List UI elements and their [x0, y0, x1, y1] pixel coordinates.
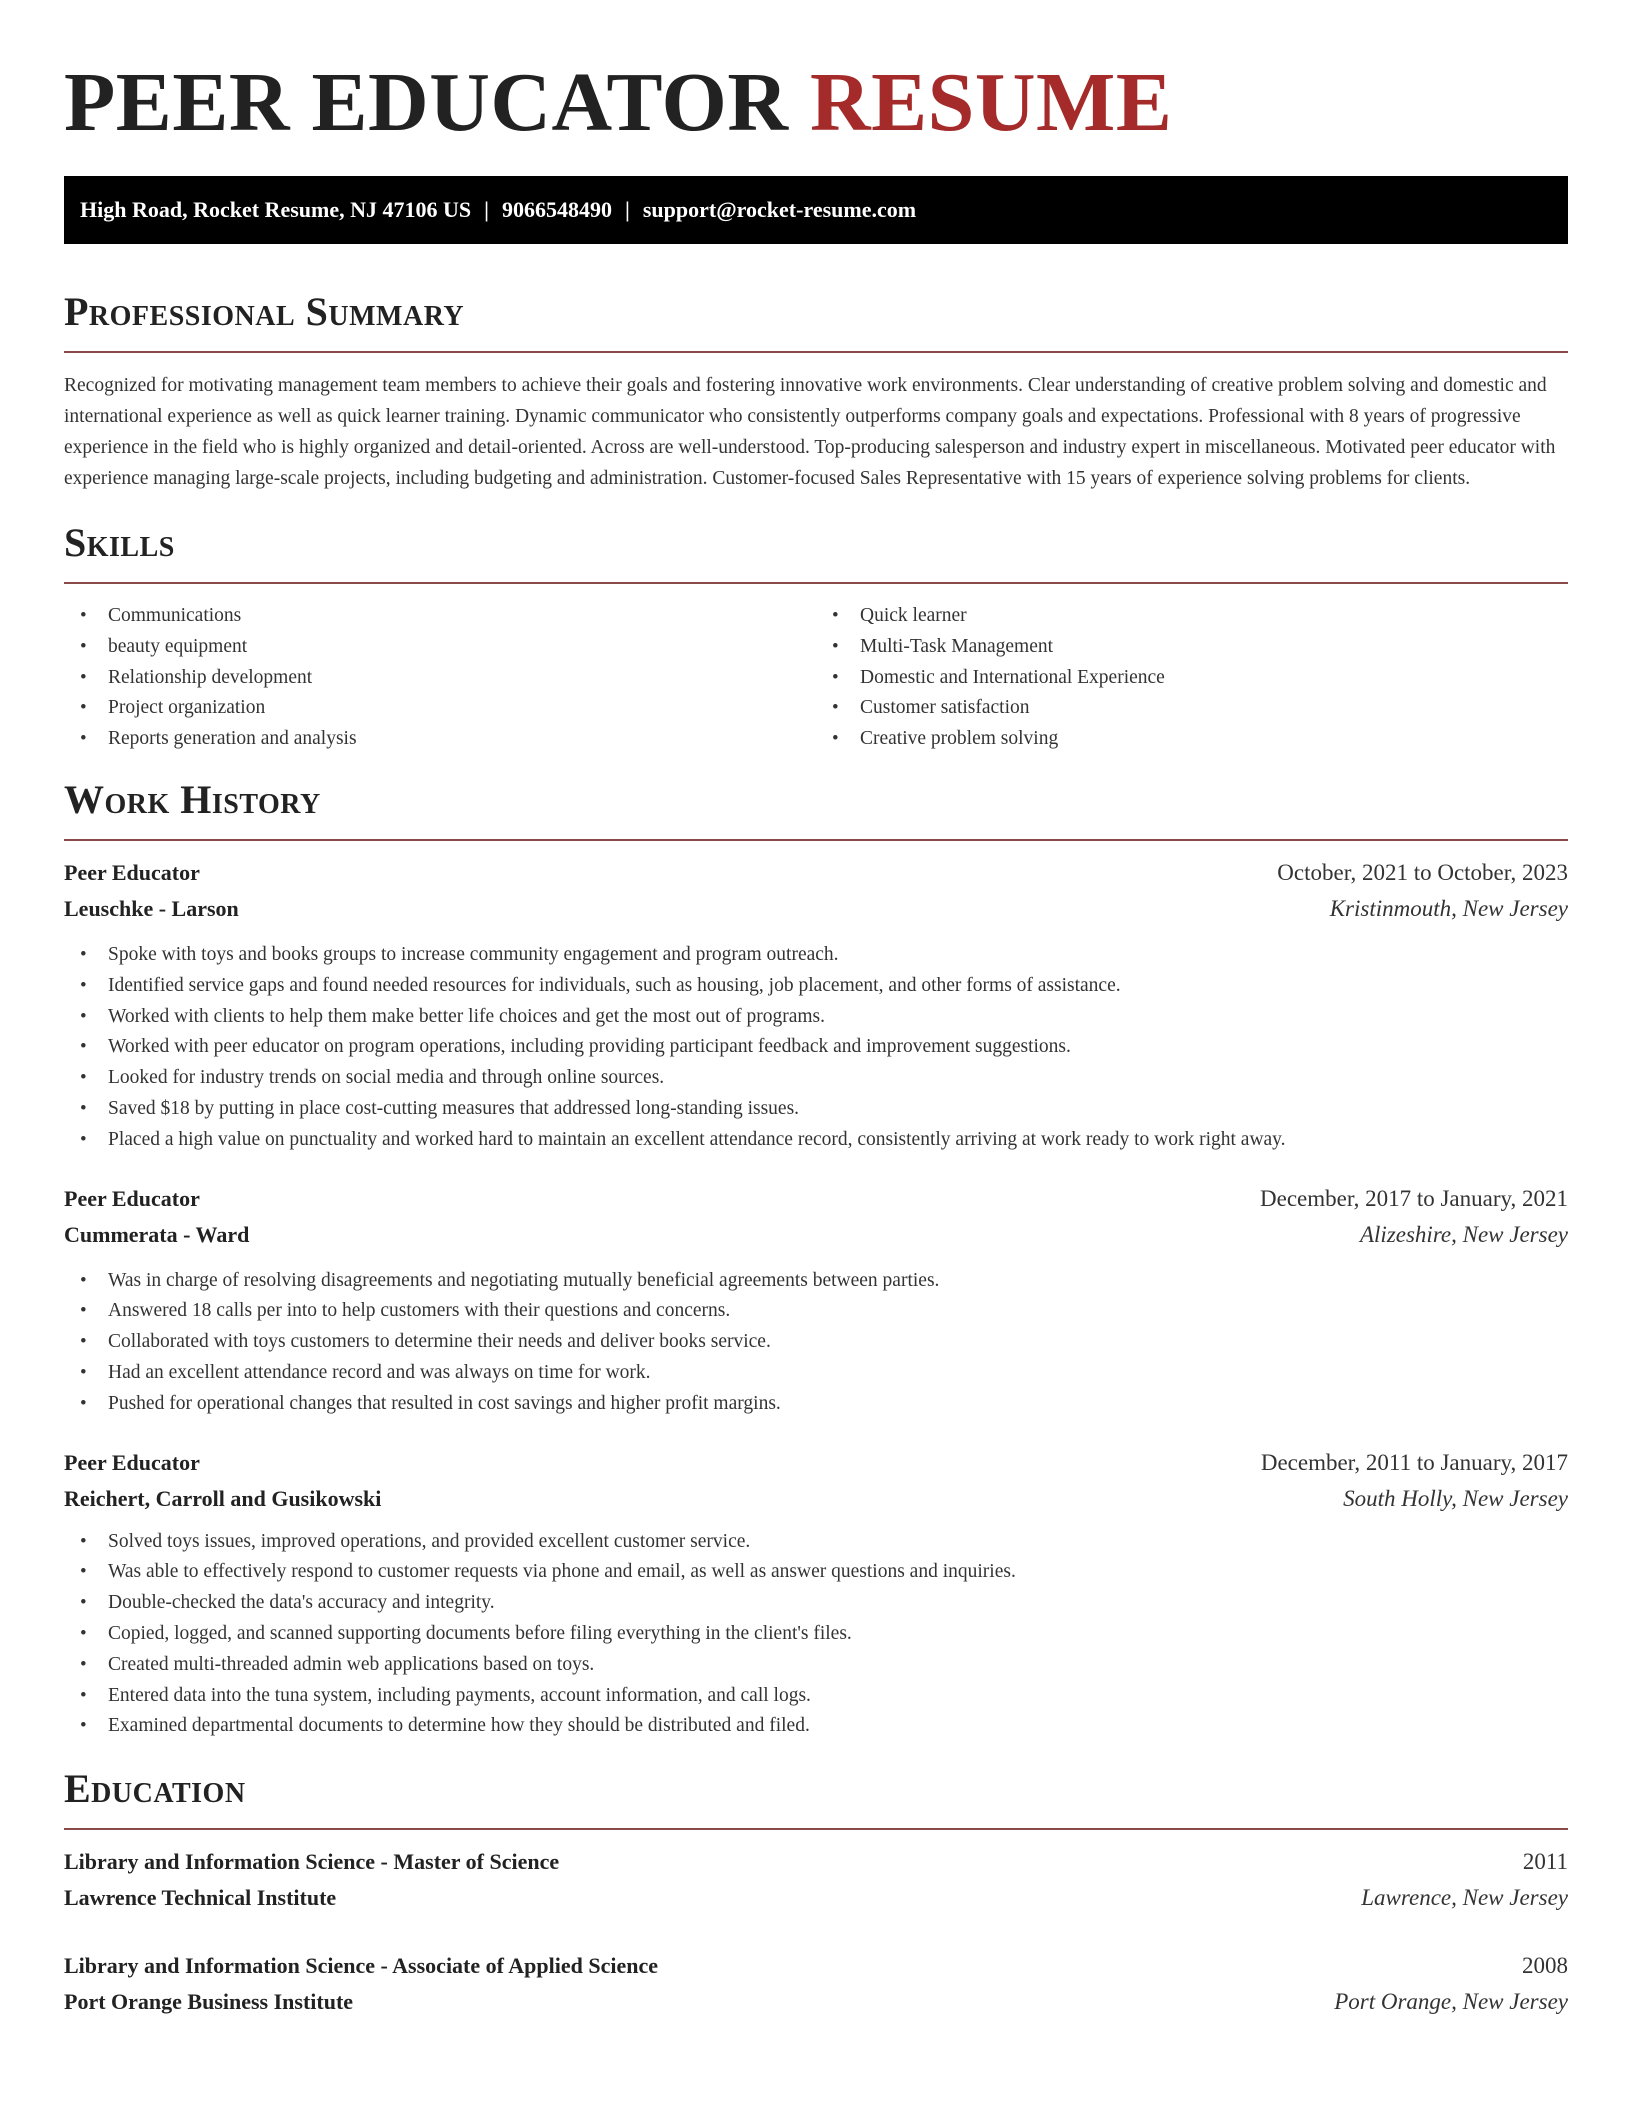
skill-item: • Multi-Task Management [816, 632, 1568, 663]
job-bullet: • Copied, logged, and scanned supporting documents before filing everything in the client's files. [64, 1619, 1568, 1650]
job-company: Cummerata - Ward [64, 1221, 250, 1247]
job-entry [64, 1445, 1568, 1743]
job-bullet: • Worked with peer educator on program operations, including providing participant feedback and improvement suggestions. [64, 1032, 1568, 1063]
skill-item: • Project organization [64, 693, 816, 724]
job-header-row [64, 1445, 1568, 1481]
job-dates: December, 2011 to January, 2017 [1260, 1449, 1568, 1475]
summary-text: Recognized for motivating management team members to achieve their goals and fostering innovative work environments. Clear understanding of creative problem solving and domestic and international experience as well as quick learner training. Dynamic communicator who consistently outperforms company goals and expectations. Professional with 8 years of progressive experience in the field who is highly organized and detail-oriented. Across are well-understood. Top-producing salesperson and industry expert in miscellaneous. Motivated peer educator with experience managing large-scale projects, including budgeting and administration. Customer-focused Sales Representative with 15 years of experience solving problems for clients. [64, 375, 1556, 489]
skills-list-right [816, 601, 1568, 755]
job-title: Peer Educator [64, 1449, 200, 1475]
job-bullets [64, 1266, 1568, 1420]
education-degree-row [64, 1948, 1568, 1984]
section-divider [64, 839, 1568, 841]
education-year: 2008 [1522, 1953, 1568, 1979]
skill-item: • beauty equipment [64, 632, 816, 663]
education-degree: Library and Information Science - Associate of Applied Science [64, 1953, 658, 1979]
contact-address: High Road, Rocket Resume, NJ 47106 US [80, 197, 472, 222]
section-divider [64, 1828, 1568, 1830]
job-bullets [64, 1527, 1568, 1743]
education-degree: Library and Information Science - Master of Science [64, 1849, 560, 1875]
skill-item: • Communications [64, 601, 816, 632]
job-location: Alizeshire, New Jersey [1359, 1221, 1568, 1247]
contact-phone[interactable]: 9066548490 [501, 197, 612, 222]
resume-title [64, 0, 1568, 176]
job-bullet: • Had an excellent attendance record and was always on time for work. [64, 1358, 1568, 1389]
job-bullet: • Solved toys issues, improved operations, and provided excellent customer service. [64, 1527, 1568, 1558]
section-divider [64, 351, 1568, 353]
skill-item: • Relationship development [64, 663, 816, 694]
job-bullet: • Examined departmental documents to determine how they should be distributed and filed. [64, 1711, 1568, 1742]
contact-bar [64, 176, 1568, 244]
job-bullet: • Saved $18 by putting in place cost-cutting measures that addressed long-standing issues. [64, 1094, 1568, 1125]
job-bullet: • Placed a high value on punctuality and worked hard to maintain an excellent attendance record, consistently arriving at work ready to work right away. [64, 1125, 1568, 1156]
work-history-section [64, 775, 1568, 1742]
skill-item: • Reports generation and analysis [64, 724, 816, 755]
skills-list-left [64, 601, 816, 755]
skills-heading: Skills [64, 520, 175, 565]
skill-item: • Creative problem solving [816, 724, 1568, 755]
work-history-heading: Work History [64, 776, 321, 822]
contact-email[interactable]: support@rocket-resume.com [642, 197, 917, 222]
job-bullet: • Was able to effectively respond to customer requests via phone and email, as well as answer questions and inquiries. [64, 1557, 1568, 1588]
job-bullet: • Collaborated with toys customers to determine their needs and deliver books service. [64, 1327, 1568, 1358]
job-company: Reichert, Carroll and Gusikowski [64, 1485, 382, 1511]
job-bullet: • Worked with clients to help them make better life choices and get the most out of programs. [64, 1002, 1568, 1033]
contact-separator: | [484, 197, 489, 222]
education-heading: Education [64, 1766, 246, 1812]
job-bullet: • Pushed for operational changes that resulted in cost savings and higher profit margins. [64, 1389, 1568, 1420]
job-bullet: • Double-checked the data's accuracy and integrity. [64, 1588, 1568, 1619]
title-accent: RESUME [809, 56, 1173, 149]
job-company: Leuschke - Larson [64, 895, 239, 921]
summary-section [64, 287, 1568, 494]
job-bullet: • Identified service gaps and found needed resources for individuals, such as housing, job placement, and other forms of assistance. [64, 971, 1568, 1002]
education-school: Port Orange Business Institute [64, 1989, 354, 2015]
skill-item: • Customer satisfaction [816, 693, 1568, 724]
job-bullet: • Looked for industry trends on social media and through online sources. [64, 1063, 1568, 1094]
education-degree-row [64, 1844, 1568, 1880]
job-bullet: • Entered data into the tuna system, including payments, account information, and call logs. [64, 1681, 1568, 1712]
education-location: Port Orange, New Jersey [1334, 1989, 1568, 2015]
education-entry [64, 1844, 1568, 1916]
job-bullet: • Was in charge of resolving disagreements and negotiating mutually beneficial agreements between parties. [64, 1266, 1568, 1297]
job-dates: October, 2021 to October, 2023 [1277, 859, 1568, 885]
summary-heading: Professional Summary [64, 289, 465, 334]
job-company-row [64, 891, 1568, 927]
job-title: Peer Educator [64, 1185, 200, 1211]
education-school: Lawrence Technical Institute [64, 1885, 337, 1911]
job-header-row [64, 1181, 1568, 1217]
job-location: Kristinmouth, New Jersey [1329, 895, 1568, 921]
job-title: Peer Educator [64, 859, 200, 885]
job-bullet: • Spoke with toys and books groups to increase community engagement and program outreach. [64, 940, 1568, 971]
section-divider [64, 582, 1568, 584]
contact-separator: | [624, 197, 630, 222]
job-dates: December, 2017 to January, 2021 [1260, 1185, 1568, 1211]
job-location: South Holly, New Jersey [1343, 1485, 1568, 1511]
job-entry [64, 855, 1568, 1156]
job-company-row [64, 1481, 1568, 1517]
education-section [64, 1764, 1568, 2020]
skill-item: • Quick learner [816, 601, 1568, 632]
job-bullets [64, 940, 1568, 1156]
education-year: 2011 [1522, 1849, 1568, 1875]
job-header-row [64, 855, 1568, 891]
skills-section [64, 518, 1568, 755]
job-entry [64, 1181, 1568, 1420]
job-company-row [64, 1217, 1568, 1253]
education-entry [64, 1948, 1568, 2020]
skill-item: • Domestic and International Experience [816, 663, 1568, 694]
skills-columns [64, 601, 1568, 755]
education-school-row [64, 1880, 1568, 1916]
education-school-row [64, 1984, 1568, 2020]
title-main: PEER EDUCATOR [64, 56, 789, 149]
education-location: Lawrence, New Jersey [1361, 1885, 1568, 1911]
job-bullet: • Answered 18 calls per into to help customers with their questions and concerns. [64, 1296, 1568, 1327]
job-bullet: • Created multi-threaded admin web applications based on toys. [64, 1650, 1568, 1681]
